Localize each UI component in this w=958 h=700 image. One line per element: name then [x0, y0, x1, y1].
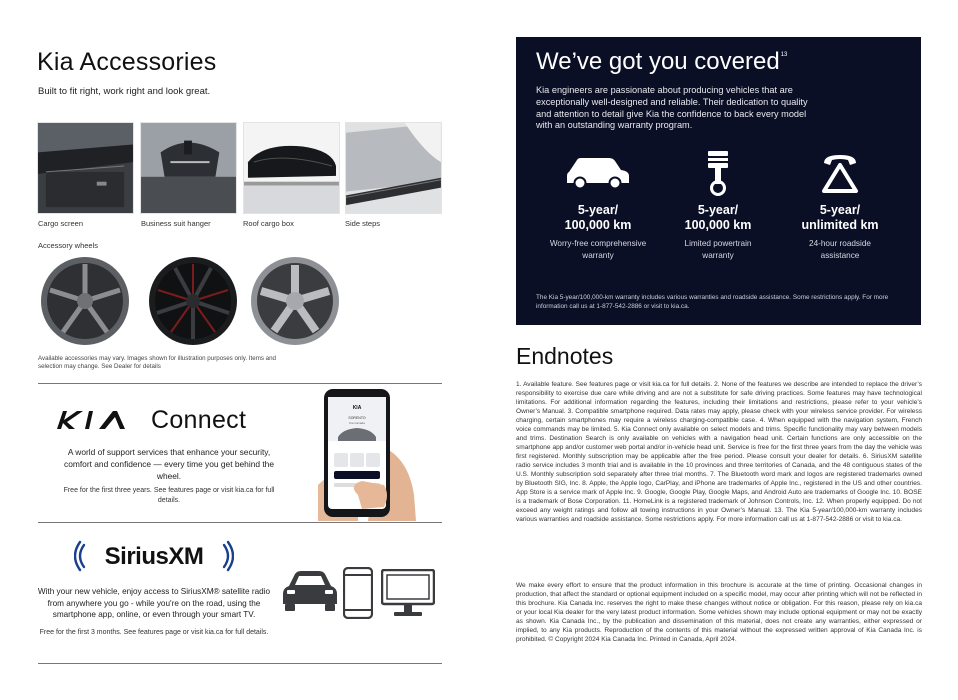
siriusxm-logo — [74, 539, 234, 573]
endnotes-title: Endnotes — [516, 343, 614, 369]
connect-word: Connect — [151, 405, 247, 434]
warranty-item-head: 5-year/ — [697, 203, 739, 217]
accessories-disclaimer: Available accessories may vary. Images shown for illustration purposes only. Items and selection may change. See Dealer for details — [38, 355, 276, 371]
warranty-item-head: unlimited km — [801, 218, 879, 233]
warranty-item-desc: warranty — [582, 251, 614, 261]
side-steps-photo — [345, 122, 442, 214]
warranty-fine-print: The Kia 5-year/100,000-km warranty includes various warranties and roadside assistance. Some restrictions apply. For more information call us at 1-877-542-2886 or visit to kia.ca. — [536, 294, 889, 311]
warranty-item-head: 5-year/ — [819, 203, 861, 217]
warranty-item-head: 100,000 km — [564, 218, 632, 233]
warranty-item-desc: Limited powertrain — [684, 238, 752, 248]
sirius-body: With your new vehicle, enjoy access to SiriusXM® satellite radio from anywhere you go - while you're on the road, using the smartphone app, online, or even through your smart TV. — [37, 587, 271, 620]
caption-side-steps: Side steps — [345, 219, 381, 228]
piston-icon — [706, 150, 730, 196]
divider — [38, 663, 442, 664]
endnotes-paragraph-1: 1. Available feature. See features page or visit kia.ca for full details. 2. None of the features we describe are intended to replace the driver’s responsibility to exercise due care while driving and are not a substitute for safe driving practices. Some features may have technological limitations. For additional information regarding the features, including their limitations and restrictions, please refer to your vehicle’s Owner’s Manual. 3. Compatible smartphone required. Data rates may apply, please check with your wireless service provider. For wireless charging, certain smartphones may require a wireless charging-compatible case. 4. When equipped with the navigation system, French voice commands may be limited. 5. Kia Connect only available on select models and trims. Specific functionality may vary between models and trims. Destination Search is only available on vehicles with a navigation head unit. Certain functions are only accessible on the smartphone app and/or customer web portal and/or in-vehicle head unit. Service is free for the first three years from the day the vehicle was first registered. Monthly subscription may be applicable after the free period. Please consult your dealer for details. 6. SiriusXM satellite radio service includes 3 month trial and is available in the 10 provinces and three territories of Canada, and the 48 contiguous states of the U.S. Monthly subscription sold separately after three trial months. 7. The Bluetooth word mark and logos are registered trademarks owned by Bluetooth SIG, Inc. 8. Apple, the Apple logo, CarPlay, and iPhone are trademarks of Apple Inc., registered in the US and other countries. App Store is a service mark of Apple Inc. 9. Google, Google Play, Google Maps, and Android Auto are trademarks of Google Inc. 10. BOSE is a trademark of Bose Corporation. 11. HomeLink is a registered trademark of Johnson Controls, Inc. 12. When properly equipped. Do not exceed any weight ratings and follow all towing instructions in your Owner’s Manual. 13. The Kia 5-year/100,000-km warranty includes various warranties and roadside assistance. Some restrictions apply. For more information call us at 1-877-542-2886 or visit to kia.ca. — [516, 381, 922, 523]
warranty-item-head: 100,000 km — [684, 218, 752, 233]
accessories-title: Kia Accessories — [37, 48, 217, 76]
warranty-body: Kia engineers are passionate about producing vehicles that are exceptionally well-designed and reliable. Their dedication to quality and attention to detail give Kia the confidence to back every model with an outstanding warranty program. — [536, 85, 808, 131]
connect-fine: Free for the first three years. See features page or visit kia.ca for full details. — [63, 487, 275, 504]
divider — [38, 522, 442, 523]
car-icon — [281, 566, 339, 619]
siriusxm-logo-text: SiriusXM — [104, 543, 204, 570]
svg-text:KIA: KIA — [352, 405, 362, 411]
roadside-icon — [820, 151, 860, 195]
warranty-item-desc: 24-hour roadside — [809, 238, 871, 248]
warranty-item-roadside — [780, 149, 900, 263]
warranty-title-footnote: 13 — [780, 52, 788, 58]
caption-cargo-screen: Cargo screen — [38, 219, 84, 228]
smartphone-icon — [343, 567, 373, 624]
warranty-item-desc: warranty — [702, 251, 734, 261]
suv-icon — [565, 156, 631, 190]
warranty-item-head: 5-year/ — [577, 203, 619, 217]
cargo-screen-photo — [37, 122, 134, 214]
warranty-item-comprehensive — [538, 149, 658, 263]
phone-screen-subtitle: Kia Canada — [349, 421, 365, 425]
monitor-icon — [381, 569, 435, 624]
wheel-1-photo — [37, 255, 133, 347]
connect-body: A world of support services that enhance your security, comfort and confidence — every time you get behind the wheel. — [64, 447, 274, 481]
warranty-item-desc: Worry-free comprehensive — [549, 238, 647, 248]
wheel-2-photo — [145, 255, 241, 347]
kia-logo-icon — [55, 409, 139, 431]
kia-connect-logo — [55, 404, 246, 436]
caption-suit-hanger: Business suit hanger — [141, 219, 211, 228]
warranty-item-powertrain — [658, 149, 778, 263]
phone-screen-title: SORENTO — [348, 416, 366, 420]
warranty-item-desc: assistance — [820, 251, 860, 261]
endnotes-paragraph-2: We make every effort to ensure that the product information in this brochure is accurate at the time of printing. Occasional changes in production, that affect the standard or optional equipment included on a specific model, may occur after printing which will not be reflected in this brochure. Kia Canada Inc. reserves the right to make these changes without notice or obligation. For this reason, please rely on kia.ca or your local Kia dealer for the very latest product information. Some vehicles shown may include optional equipment or may not be exactly as shown. Kia Canada Inc., by the publication and dissemination of this material, does not create any warranties, either expressed or implied, to any Kia products. Reproduction of the contents of this material without the expressed written approval of Kia Canada Inc. is prohibited. © Copyright 2024 Kia Canada Inc. Printed in Canada, April 2024. — [516, 582, 922, 643]
phone-in-hand-image — [318, 385, 428, 521]
warranty-title: We’ve got you covered$^{13}$ — [536, 48, 788, 75]
caption-roof-box: Roof cargo box — [243, 219, 294, 228]
sirius-fine: Free for the first 3 months. See features page or visit kia.ca for full details. — [39, 629, 269, 636]
roof-box-photo — [243, 122, 340, 214]
suit-hanger-photo — [140, 122, 237, 214]
warranty-panel — [516, 37, 921, 325]
accessories-subtitle: Built to fit right, work right and look great. — [38, 86, 211, 97]
divider — [38, 383, 442, 384]
wheel-3-photo — [247, 255, 343, 347]
wheels-label: Accessory wheels — [38, 241, 99, 250]
